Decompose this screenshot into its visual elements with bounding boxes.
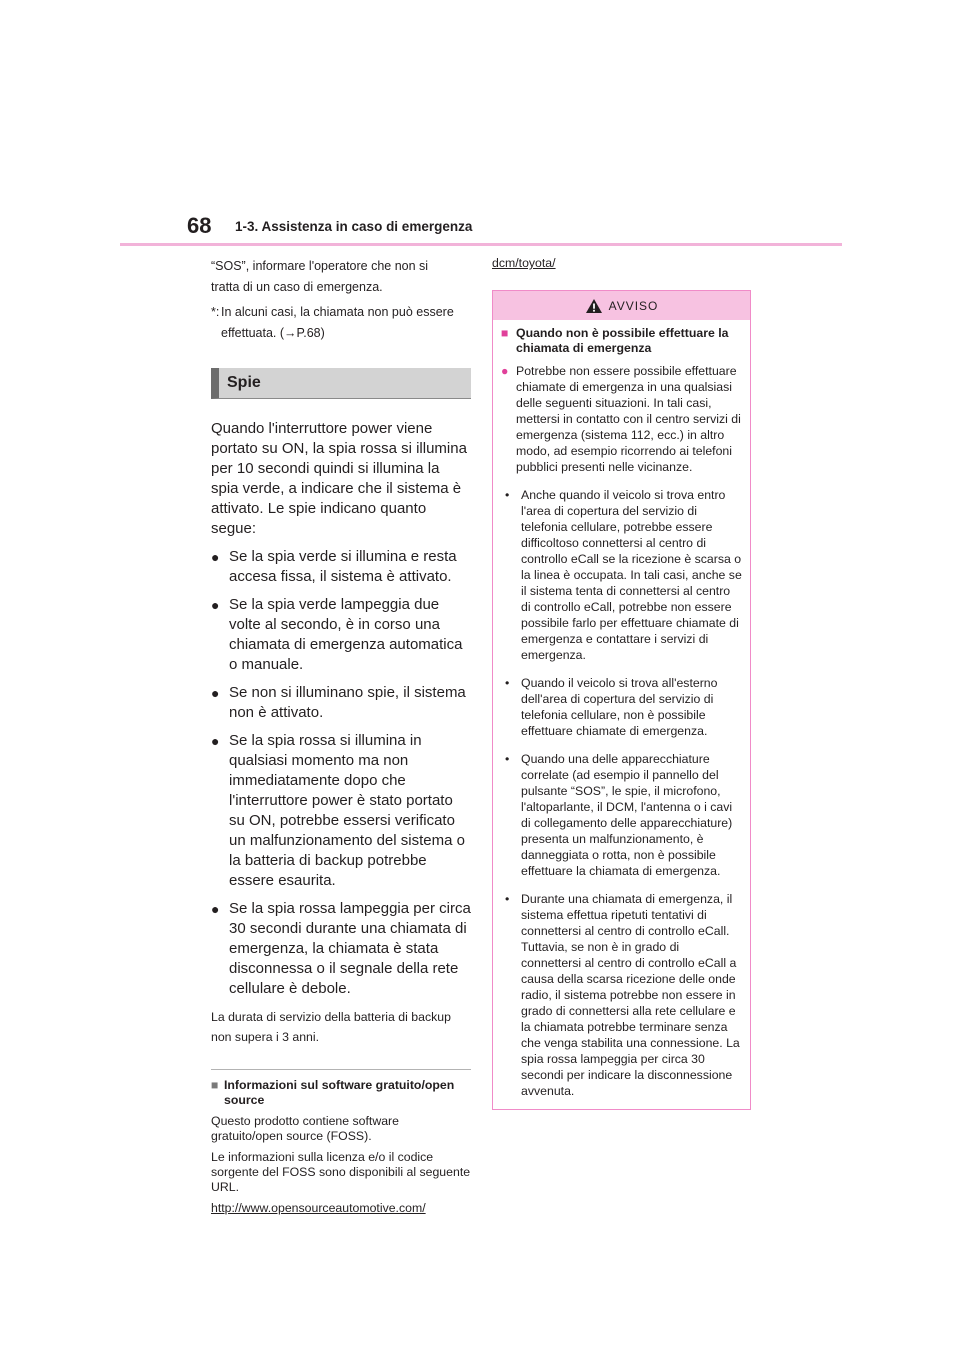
bullet-text: Se la spia rossa si illumina in qualsiasi momento ma non immediatamente dopo che l'interruttore power è stato portato su ON, potrebbe essersi verificato un malfunzionamento del sistema o la batteria di backup potrebbe essere esaurita. <box>229 732 465 889</box>
page-number: 68 <box>187 213 212 238</box>
bullet-text: Se la spia verde si illumina e resta accesa fissa, il sistema è attivato. <box>229 548 457 585</box>
warning-item-text: Durante una chiamata di emergenza, il sistema effettua ripetuti tentativi di connettersi al centro di controllo eCall. Tuttavia, se non è in grado di connettersi al centro di controllo eCall a causa della scarsa ricezione delle onde radio, il sistema potrebbe non essere in grado di connettersi alla rete cellulare e la chiamata potrebbe terminare senza che venga stabilita una connessione. La spia rossa lampeggia per circa 30 secondi per indicare la disconnessione avvenuta. <box>521 892 740 1098</box>
list-item <box>211 683 471 723</box>
bullet-small-icon: • <box>505 488 510 502</box>
warning-triangle-icon <box>585 298 603 314</box>
bullet-dot-icon: ● <box>211 597 220 613</box>
spie-intro: Quando l'interruttore power viene portato su ON, la spia rossa si illumina per 10 secondi quindi si illumina la spia verde, a indicare che il sistema è attivato. Le spie indicano quanto segue: <box>211 420 467 537</box>
list-item <box>501 487 742 663</box>
bullet-text: Se la spia rossa lampeggia per circa 30 secondi durante una chiamata di emergenza, la chiamata è stata disconnessa o il segnale della rete cellulare è debole. <box>229 900 471 997</box>
warning-item-text: Quando il veicolo si trova all'esterno dell'area di copertura del servizio di telefonia cellulare, non è possibile effettuare chiamate di emergenza. <box>521 676 718 738</box>
list-item <box>211 547 471 587</box>
bullet-text: Se la spia verde lampeggia due volte al secondo, è in corso una chiamata di emergenza automatica o manuale. <box>229 596 463 673</box>
intro-line-2: tratta di un caso di emergenza. <box>211 280 383 294</box>
list-item <box>501 751 742 879</box>
footnote-text: In alcuni casi, la chiamata non può essere effettuata. (→P.68) <box>221 305 454 340</box>
warning-lead-text: Potrebbe non essere possibile effettuare chiamate di emergenza in una qualsiasi delle seguenti situazioni. In tali casi, mettersi in contatto con il centro servizi di emergenza (sistema 112, ecc.) in altro modo, ad esempio ricorrendo ai telefoni pubblici presenti nelle vicinanze. <box>516 364 741 474</box>
bullet-text: Se non si illuminano spie, il sistema non è attivato. <box>229 684 466 721</box>
info-paragraph-1: Questo prodotto contiene software gratuito/open source (FOSS). <box>211 1114 399 1143</box>
info-heading <box>211 1078 471 1108</box>
url-continuation-link[interactable]: dcm/toyota/ <box>492 256 556 270</box>
warning-title: AVVISO <box>608 298 659 313</box>
square-bullet-icon: ■ <box>211 1078 219 1092</box>
bullet-dot-icon: ● <box>211 733 220 749</box>
square-bullet-icon: ■ <box>501 326 509 340</box>
info-paragraph-2: Le informazioni sulla licenza e/o il codice sorgente del FOSS sono disponibili al seguente URL. <box>211 1150 471 1194</box>
info-heading-text: Informazioni sul software gratuito/open source <box>224 1078 455 1107</box>
footnote <box>211 302 471 344</box>
bullet-dot-icon: ● <box>501 364 509 378</box>
list-item <box>501 675 742 739</box>
bullet-small-icon: • <box>505 752 510 766</box>
footnote-mark: *: <box>211 305 220 319</box>
section-title: 1-3. Assistenza in caso di emergenza <box>235 219 473 234</box>
info-url-link[interactable]: http://www.opensourceautomotive.com/ <box>211 1201 426 1215</box>
list-item <box>211 731 471 891</box>
bullet-dot-icon: ● <box>211 685 220 701</box>
header-rule <box>120 243 842 246</box>
bullet-small-icon: • <box>505 892 510 906</box>
left-column <box>211 256 471 1216</box>
warning-item-text: Quando una delle apparecchiature correlate (ad esempio il pannello del pulsante “SOS”, le spie, il microfono, l'altoparlante, il DCM, l'antenna o i cavi di collegamento delle apparecchiature) presenta un malfunzionamento, è danneggiata o rotta, non è possibile effettuare la chiamata di emergenza. <box>521 752 733 878</box>
warning-body <box>493 320 750 1109</box>
bullet-dot-icon: ● <box>211 549 220 565</box>
right-column <box>492 256 751 1110</box>
list-item <box>211 899 471 999</box>
warning-lead <box>501 363 742 475</box>
spie-heading: Spie <box>211 368 471 399</box>
bullet-dot-icon: ● <box>211 901 220 917</box>
warning-heading-text: Quando non è possibile effettuare la chiamata di emergenza <box>516 326 729 355</box>
bullet-small-icon: • <box>505 676 510 690</box>
intro-line-1: “SOS”, informare l'operatore che non si <box>211 259 429 273</box>
warning-item-text: Anche quando il veicolo si trova entro l'area di copertura del servizio di telefonia cellulare, potrebbe essere difficoltoso connettersi al centro di controllo eCall se la ricezione è scarsa o la linea è occupata. In tali casi, anche se il sistema tenta di connettersi al centro di controllo eCall, potrebbe non essere possibile farlo per effettuare chiamate di emergenza e contattare i servizi di emergenza. <box>521 488 742 662</box>
warning-heading <box>501 326 742 356</box>
list-item <box>501 891 742 1099</box>
warning-box <box>492 290 751 1110</box>
list-item <box>211 595 471 675</box>
battery-note: La durata di servizio della batteria di backup non supera i 3 anni. <box>211 1010 451 1044</box>
warning-title-bar <box>493 291 750 320</box>
section-divider <box>211 1069 471 1070</box>
